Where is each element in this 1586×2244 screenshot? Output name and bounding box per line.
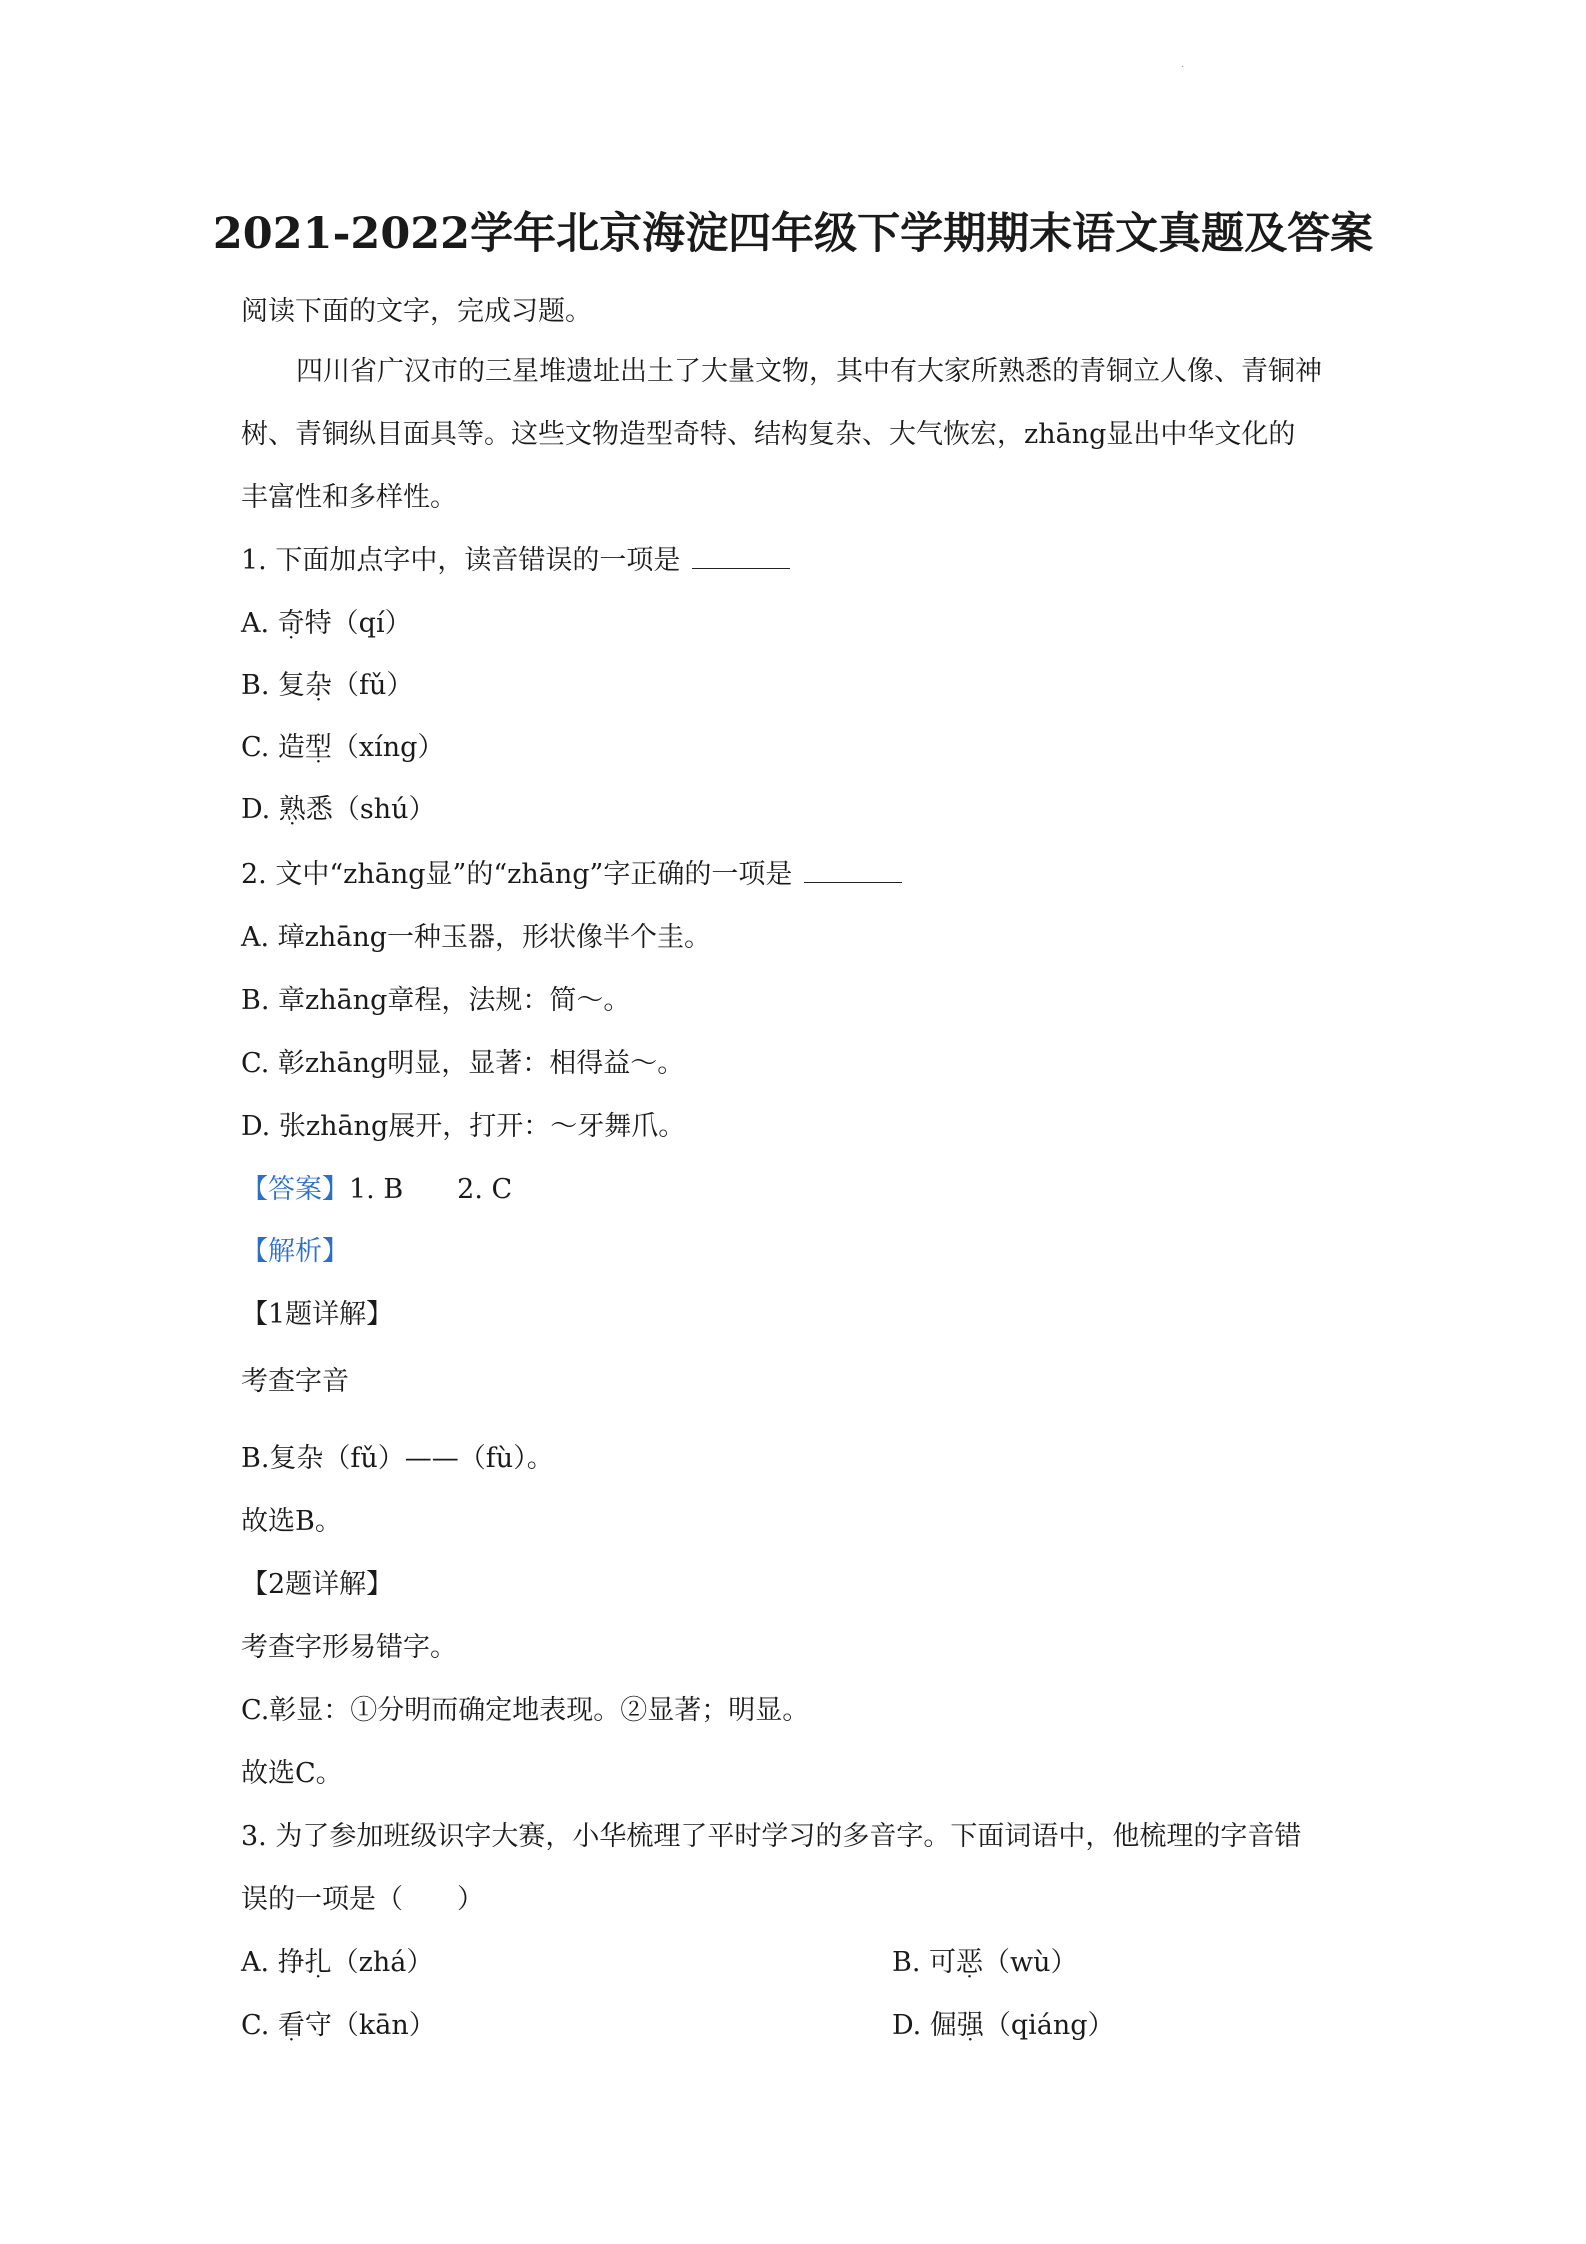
option-prefix: D. 倔 [892, 2010, 957, 2041]
option-prefix: A. [241, 608, 278, 639]
option-prefix: C. 造 [241, 732, 305, 763]
dotted-char: 杂 [305, 670, 333, 701]
option-suffix: （fǔ） [332, 670, 414, 701]
option-suffix: （zhá） [331, 1947, 434, 1978]
q1-stem-text: 1. 下面加点字中，读音错误的一项是 [241, 545, 681, 576]
passage-line-2: 树、青铜纵目面具等。这些文物造型奇特、结构复杂、大气恢宏，zhāng显出中华文化的 [241, 419, 1296, 450]
option-suffix: 特（qí） [304, 608, 412, 639]
q2-option-c: C. 彰zhāng明显，显著：相得益～。 [241, 1048, 685, 1079]
q2-stem [241, 855, 902, 895]
detail1-line-3: 故选B。 [241, 1506, 342, 1537]
option-prefix: A. 挣 [241, 1947, 305, 1978]
answer-line [241, 1170, 512, 1210]
q1-option-b [241, 666, 413, 706]
page-title: 2021-2022学年北京海淀四年级下学期期末语文真题及答案 [212, 209, 1374, 259]
dotted-char: 强 [956, 2010, 984, 2041]
detail2-heading: 【2题详解】 [241, 1569, 394, 1600]
answer-blank [804, 856, 902, 883]
detail2-line-3: 故选C。 [241, 1758, 343, 1789]
corner-mark: · [1181, 62, 1185, 73]
detail1-line-1: 考查字音 [241, 1366, 349, 1397]
detail1-line-2: B.复杂（fǔ）——（fù）。 [241, 1443, 554, 1474]
q3-option-b [892, 1943, 1078, 1983]
q1-option-a [241, 604, 412, 644]
q3-stem-line-1: 3. 为了参加班级识字大赛，小华梳理了平时学习的多音字。下面词语中，他梳理的字音错 [241, 1821, 1302, 1852]
q3-option-d [892, 2006, 1115, 2046]
q1-option-c [241, 728, 444, 768]
intro-instruction: 阅读下面的文字，完成习题。 [241, 296, 592, 327]
option-suffix: 悉（shú） [305, 794, 436, 825]
dotted-char: 恶 [956, 1947, 984, 1978]
q2-option-d: D. 张zhāng展开，打开：～牙舞爪。 [241, 1111, 686, 1142]
q2-stem-text: 2. 文中“zhāng显”的“zhāng”字正确的一项是 [241, 859, 793, 890]
option-suffix: （wù） [983, 1947, 1078, 1978]
dotted-char: 熟 [278, 794, 306, 825]
option-suffix: 守（kān） [304, 2010, 436, 2041]
dotted-char: 型 [304, 732, 332, 763]
dotted-char: 扎 [304, 1947, 332, 1978]
q3-option-c [241, 2006, 436, 2046]
q1-option-d [241, 790, 436, 830]
option-suffix: （xíng） [331, 732, 445, 763]
option-prefix: D. [241, 794, 279, 825]
answer-tag: 【答案】 [241, 1174, 349, 1205]
dotted-char: 奇 [277, 608, 305, 639]
q3-stem-line-2: 误的一项是（ ） [241, 1884, 484, 1915]
q1-stem [241, 541, 790, 581]
analysis-tag: 【解析】 [241, 1236, 349, 1267]
dotted-char: 看 [277, 2010, 305, 2041]
option-prefix: C. [241, 2010, 278, 2041]
q3-option-a [241, 1943, 433, 1983]
option-prefix: B. 可 [892, 1947, 957, 1978]
q2-option-a: A. 璋zhāng一种玉器，形状像半个圭。 [241, 922, 712, 953]
answer-blank [692, 542, 790, 569]
detail2-line-1: 考查字形易错字。 [241, 1632, 457, 1663]
option-suffix: （qiáng） [983, 2010, 1115, 2041]
q2-option-b: B. 章zhāng章程，法规：简～。 [241, 985, 631, 1016]
detail2-line-2: C.彰显：①分明而确定地表现。②显著；明显。 [241, 1695, 810, 1726]
option-prefix: B. 复 [241, 670, 306, 701]
answer-text: 1. B 2. C [349, 1174, 513, 1205]
passage-line-1: 四川省广汉市的三星堆遗址出土了大量文物，其中有大家所熟悉的青铜立人像、青铜神 [296, 356, 1322, 387]
passage-line-3: 丰富性和多样性。 [241, 482, 457, 513]
detail1-heading: 【1题详解】 [241, 1299, 394, 1330]
